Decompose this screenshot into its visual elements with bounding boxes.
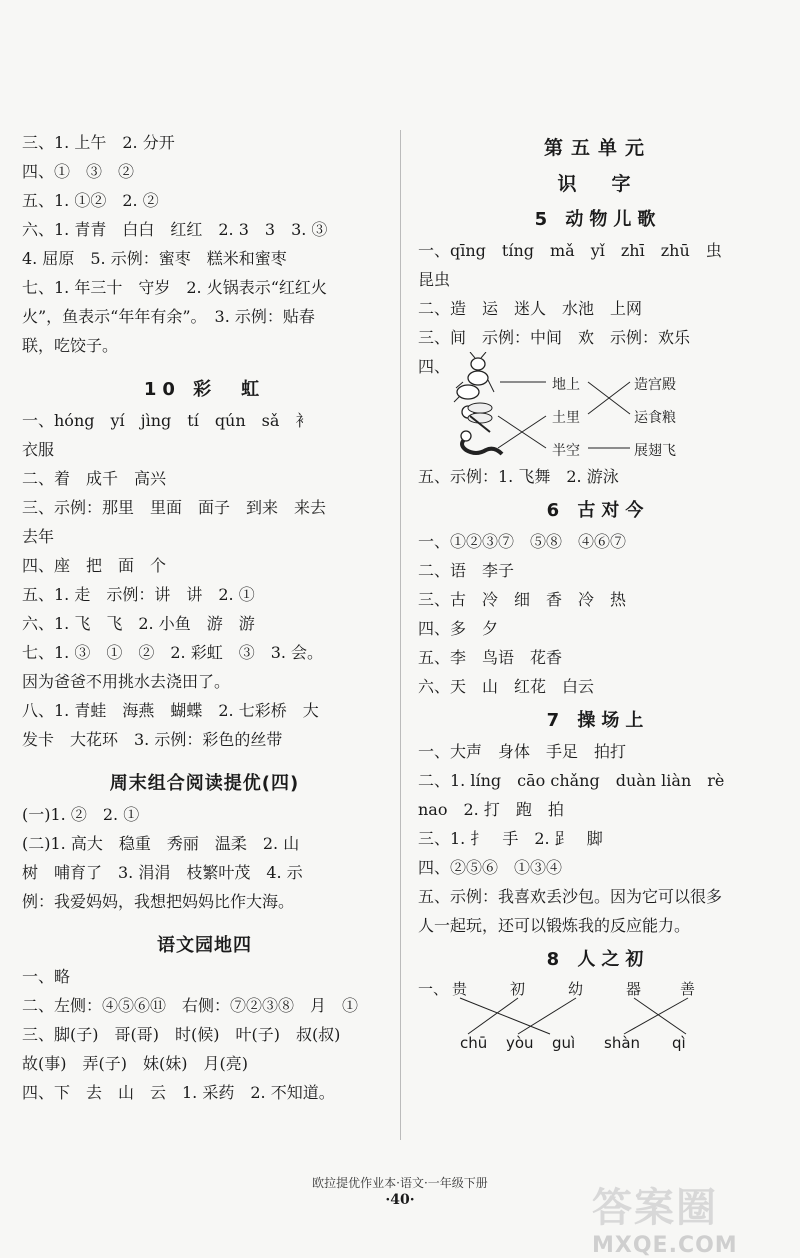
- answer-line: 三、间 示例：中间 欢 示例：欢乐: [418, 327, 691, 347]
- q8-pinyin-4: shàn: [604, 1034, 641, 1052]
- matching-exercise-8: [418, 976, 778, 1066]
- right-answers-block-3: [418, 527, 778, 701]
- answer-line: 二、左侧：④⑤⑥⑪ 右侧：⑦②③⑧ 月 ①: [22, 995, 359, 1015]
- q8-pinyin-5: qì: [672, 1034, 686, 1052]
- answer-line: 四、座 把 面 个: [22, 555, 167, 575]
- answer-line: 五、1. 走 示例：讲 讲 2. ①: [22, 584, 255, 604]
- match-mid-1: 地上: [552, 377, 580, 393]
- answer-line: 七、1. ③ ① ② 2. 彩虹 ③ 3. 会。: [22, 642, 324, 662]
- answer-line: 联，吃饺子。: [22, 335, 119, 355]
- snake-icon: [461, 431, 502, 454]
- answer-line: 六、1. 青青 白白 红红 2. 3 3 3. ③: [22, 219, 328, 239]
- answer-line: 一、qīng tíng mǎ yǐ zhī zhū 虫: [418, 240, 722, 260]
- answer-line: 五、李 鸟语 花香: [418, 647, 563, 667]
- weekend-reading-title: 周末组合阅读提优(四): [109, 773, 300, 794]
- match-right-2: 运食粮: [634, 410, 676, 426]
- q8-char-2: 初: [510, 980, 526, 998]
- left-column: [22, 128, 387, 1107]
- q8-matching-lines: [418, 976, 778, 1066]
- answer-line: 因为爸爸不用挑水去浇田了。: [22, 671, 231, 691]
- answer-line: 4. 屈原 5. 示例：蜜枣 糕米和蜜枣: [22, 248, 287, 268]
- answer-line: 三、脚(子) 哥(哥) 时(候) 叶(子) 叔(叔): [22, 1024, 341, 1044]
- answer-line: 二、着 成千 高兴: [22, 468, 167, 488]
- answer-line: 六、1. 飞 飞 2. 小鱼 游 游: [22, 613, 255, 633]
- answer-line: 五、示例：1. 飞舞 2. 游泳: [418, 466, 619, 486]
- answer-line: 七、1. 年三十 守岁 2. 火锅表示“红红火: [22, 277, 327, 297]
- watermark-url: MXQE.COM: [592, 1233, 738, 1258]
- answer-line: 六、天 山 红花 白云: [418, 676, 595, 696]
- answer-line: 一、大声 身体 手足 拍打: [418, 741, 627, 761]
- answer-line: 三、古 冷 细 香 冷 热: [418, 589, 627, 609]
- answer-line: 一、①②③⑦ ⑤⑧ ④⑥⑦: [418, 531, 627, 551]
- answer-line: 四、②⑤⑥ ①③④: [418, 857, 563, 877]
- lesson-5-title: 5 动物儿歌: [534, 209, 662, 230]
- answer-line: nao 2. 打 跑 拍: [418, 799, 564, 819]
- answer-line: 去年: [22, 526, 55, 546]
- unit-title: 第五单元: [543, 136, 652, 159]
- right-answers-block-4: [418, 737, 778, 940]
- match-right-3: 展翅飞: [634, 443, 676, 459]
- column-divider: [400, 130, 401, 1140]
- answer-line: 昆虫: [418, 269, 451, 289]
- q8-char-4: 器: [626, 980, 642, 998]
- lesson-8-title: 8 人之初: [546, 949, 650, 970]
- answer-line: 三、示例：那里 里面 面子 到来 来去: [22, 497, 327, 517]
- answer-line: (二)1. 高大 稳重 秀丽 温柔 2. 山: [22, 833, 300, 853]
- lesson-7-title: 7 操场上: [546, 710, 650, 731]
- left-answers-block-3: [22, 800, 387, 916]
- answer-line: 五、1. ①② 2. ②: [22, 190, 159, 210]
- q8-pinyin-3: guì: [552, 1034, 576, 1052]
- watermark-logo: [592, 1176, 792, 1258]
- watermark-text: 答案圈: [592, 1185, 718, 1231]
- right-answers-block-1: [418, 236, 778, 352]
- book-footer: 欧拉提优作业本·语文·一年级下册: [312, 1176, 488, 1190]
- q8-char-3: 幼: [568, 980, 584, 998]
- matching-exercise-4: [418, 352, 778, 462]
- q4-label: 四、: [418, 357, 451, 376]
- answer-line: 例：我爱妈妈，我想把妈妈比作大海。: [22, 891, 295, 911]
- answer-line: 二、语 李子: [418, 560, 515, 580]
- answer-line: 二、造 运 迷人 水池 上网: [418, 298, 643, 318]
- ant-icon: [454, 352, 494, 402]
- language-garden-title: 语文园地四: [157, 935, 252, 956]
- answer-line: 一、hóng yí jìng tí qún sǎ 衤: [22, 410, 312, 430]
- matching-lines: [418, 352, 778, 462]
- q8-pinyin-2: yòu: [506, 1034, 534, 1052]
- answer-line: 八、1. 青蛙 海燕 蝴蝶 2. 七彩桥 大: [22, 700, 319, 720]
- literacy-title: 识 字: [557, 172, 639, 195]
- q8-pinyin-1: chū: [460, 1034, 488, 1052]
- answer-line: (一)1. ② 2. ①: [22, 804, 140, 824]
- answer-line: 树 哺育了 3. 涓涓 枝繁叶茂 4. 示: [22, 862, 303, 882]
- answer-line: 一、略: [22, 966, 71, 986]
- answer-line: 三、1. 上午 2. 分开: [22, 132, 175, 152]
- left-answers-block-4: [22, 962, 387, 1107]
- answer-line: 火”，鱼表示“年年有余”。 3. 示例：贴春: [22, 306, 315, 326]
- page-number: ·40·: [385, 1192, 415, 1208]
- q8-label: 一、: [418, 980, 449, 998]
- left-answers-block-2: [22, 406, 387, 754]
- dragonfly-icon: [462, 403, 492, 432]
- answer-line: 四、下 去 山 云 1. 采药 2. 不知道。: [22, 1082, 335, 1102]
- answer-line: 四、多 夕: [418, 618, 499, 638]
- lesson-6-title: 6 古对今: [546, 500, 650, 521]
- match-mid-3: 半空: [552, 443, 580, 459]
- match-mid-2: 土里: [552, 410, 580, 426]
- answer-line: 四、① ③ ②: [22, 161, 135, 181]
- left-answers-block-1: [22, 128, 387, 360]
- answer-line: 衣服: [22, 439, 55, 459]
- right-answers-block-2: [418, 462, 778, 491]
- match-right-1: 造宫殿: [634, 377, 676, 393]
- q8-char-1: 贵: [452, 980, 468, 998]
- answer-line: 五、示例：我喜欢丢沙包。因为它可以很多: [418, 886, 723, 906]
- q8-char-5: 善: [680, 980, 696, 998]
- answer-line: 二、1. líng cāo chǎng duàn liàn rè: [418, 770, 725, 790]
- lesson-10-title: 10 彩 虹: [143, 379, 266, 400]
- answer-line: 发卡 大花环 3. 示例：彩色的丝带: [22, 729, 283, 749]
- answer-line: 人一起玩，还可以锻炼我的反应能力。: [418, 915, 691, 935]
- answer-line: 三、1. 扌 手 2. 𧾷 脚: [418, 828, 603, 848]
- answer-line: 故(事) 弄(子) 妹(妹) 月(亮): [22, 1053, 248, 1073]
- right-column: [418, 128, 778, 1066]
